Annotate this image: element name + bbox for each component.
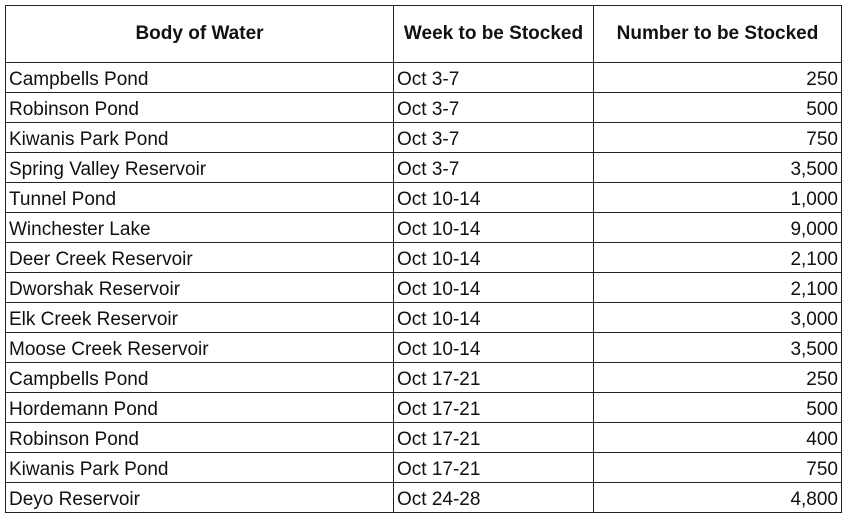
table-row bbox=[6, 63, 842, 93]
cell-number: 2,100 bbox=[594, 273, 842, 303]
cell-week: Oct 10-14 bbox=[394, 183, 594, 213]
cell-body-of-water: Deyo Reservoir bbox=[6, 483, 394, 513]
cell-number: 750 bbox=[594, 123, 842, 153]
table-body bbox=[6, 63, 842, 513]
header-row bbox=[6, 6, 842, 63]
cell-body-of-water: Tunnel Pond bbox=[6, 183, 394, 213]
cell-number: 3,500 bbox=[594, 333, 842, 363]
cell-body-of-water: Kiwanis Park Pond bbox=[6, 123, 394, 153]
header-body-of-water: Body of Water bbox=[6, 6, 394, 63]
table-header bbox=[6, 6, 842, 63]
cell-week: Oct 3-7 bbox=[394, 63, 594, 93]
table-row bbox=[6, 273, 842, 303]
cell-body-of-water: Campbells Pond bbox=[6, 63, 394, 93]
cell-body-of-water: Kiwanis Park Pond bbox=[6, 453, 394, 483]
cell-week: Oct 10-14 bbox=[394, 213, 594, 243]
cell-week: Oct 10-14 bbox=[394, 243, 594, 273]
cell-body-of-water: Dworshak Reservoir bbox=[6, 273, 394, 303]
cell-body-of-water: Elk Creek Reservoir bbox=[6, 303, 394, 333]
cell-week: Oct 17-21 bbox=[394, 393, 594, 423]
cell-body-of-water: Robinson Pond bbox=[6, 93, 394, 123]
header-number-to-be-stocked: Number to be Stocked bbox=[594, 6, 842, 63]
cell-number: 250 bbox=[594, 63, 842, 93]
cell-week: Oct 10-14 bbox=[394, 333, 594, 363]
cell-week: Oct 17-21 bbox=[394, 363, 594, 393]
stocking-table bbox=[5, 5, 842, 513]
table-row bbox=[6, 333, 842, 363]
cell-week: Oct 10-14 bbox=[394, 273, 594, 303]
cell-week: Oct 3-7 bbox=[394, 123, 594, 153]
cell-week: Oct 17-21 bbox=[394, 423, 594, 453]
table-row bbox=[6, 483, 842, 513]
cell-body-of-water: Winchester Lake bbox=[6, 213, 394, 243]
cell-week: Oct 3-7 bbox=[394, 153, 594, 183]
cell-week: Oct 17-21 bbox=[394, 453, 594, 483]
table-row bbox=[6, 363, 842, 393]
cell-week: Oct 24-28 bbox=[394, 483, 594, 513]
cell-body-of-water: Moose Creek Reservoir bbox=[6, 333, 394, 363]
cell-body-of-water: Hordemann Pond bbox=[6, 393, 394, 423]
cell-number: 1,000 bbox=[594, 183, 842, 213]
table-row bbox=[6, 213, 842, 243]
table-row bbox=[6, 153, 842, 183]
cell-number: 2,100 bbox=[594, 243, 842, 273]
cell-week: Oct 3-7 bbox=[394, 93, 594, 123]
cell-body-of-water: Deer Creek Reservoir bbox=[6, 243, 394, 273]
cell-number: 500 bbox=[594, 93, 842, 123]
cell-number: 500 bbox=[594, 393, 842, 423]
table-row bbox=[6, 183, 842, 213]
cell-number: 3,500 bbox=[594, 153, 842, 183]
cell-number: 250 bbox=[594, 363, 842, 393]
cell-number: 400 bbox=[594, 423, 842, 453]
cell-week: Oct 10-14 bbox=[394, 303, 594, 333]
table-row bbox=[6, 243, 842, 273]
cell-body-of-water: Robinson Pond bbox=[6, 423, 394, 453]
table-row bbox=[6, 93, 842, 123]
table-row bbox=[6, 123, 842, 153]
table-row bbox=[6, 453, 842, 483]
table-row bbox=[6, 393, 842, 423]
header-week-to-be-stocked: Week to be Stocked bbox=[394, 6, 594, 63]
cell-number: 4,800 bbox=[594, 483, 842, 513]
cell-number: 750 bbox=[594, 453, 842, 483]
table-row bbox=[6, 303, 842, 333]
cell-number: 9,000 bbox=[594, 213, 842, 243]
table-row bbox=[6, 423, 842, 453]
cell-body-of-water: Spring Valley Reservoir bbox=[6, 153, 394, 183]
cell-body-of-water: Campbells Pond bbox=[6, 363, 394, 393]
cell-number: 3,000 bbox=[594, 303, 842, 333]
